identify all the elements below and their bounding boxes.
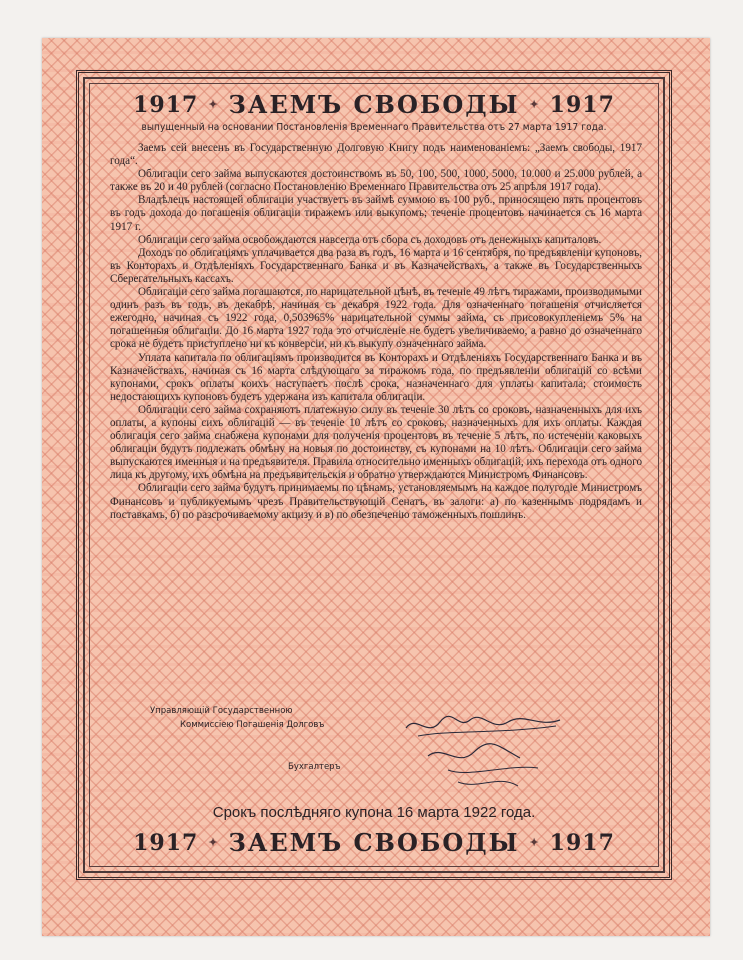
last-coupon-date: Срокъ послѣдняго купона 16 марта 1922 года. — [212, 804, 536, 821]
paragraph: Владѣлецъ настоящей облигаціи участвуетъ въ займѣ суммою въ 100 руб., приносящею пять процентовъ въ годъ дохода до погашенія облигаціи тиражемъ или выкупомъ; теченіе процентовъ начинается съ 16 марта 1917 г. — [110, 194, 642, 233]
paragraph: Облигаціи сего займа погашаются, по нарицательной цѣнѣ, въ теченіе 49 лѣтъ тиражами, производимыми одинъ разъ въ годъ, въ декабрѣ, начиная съ декабря 1922 года. Для означеннаго погашенія отчисляется ежегодно, начиная съ 1922 года, 0,503965% нарицательной суммы займа, съ присовокупленіемъ 5% на погашенныя облигаціи. До 16 марта 1927 года это отчисленіе не будетъ увеличиваемо, а равно до означеннаго срока не будетъ приступлено ни къ конверсіи, ни къ выкупу означеннаго займа. — [110, 286, 642, 351]
signatory-block — [150, 704, 400, 732]
paragraph: Заемъ сей внесенъ въ Государственную Долговую Книгу подъ наименованіемъ: „Заемъ свободы, 1917 года“. — [110, 142, 642, 168]
signatory-title-line1: Управляющій Государственною — [150, 706, 293, 716]
ornament-icon: ✦ — [529, 98, 540, 111]
paragraph: Доходъ по облигаціямъ уплачивается два раза въ годъ, 16 марта и 16 сентября, по предъявленіи купоновъ, въ Конторахъ и Отдѣленіяхъ Государственнаго Банка и въ Казначействахъ, а также въ Государственныхъ Сберегательныхъ кассахъ. — [110, 246, 642, 285]
top-title — [88, 90, 660, 119]
paragraph: Облигаціи сего займа выпускаются достоинствомъ въ 50, 100, 500, 1000, 5000, 10.000 и 25.000 рублей, а также въ 20 и 40 рублей (согласно Постановленію Временнаго Правительства отъ 25 апрѣля 1917 года). — [110, 168, 642, 194]
paragraph: Облигаціи сего займа будутъ принимаемы по цѣнамъ, установляемымъ на каждое полугодіе Министромъ Финансовъ и публикуемымъ чрезъ Правительствующій Сенатъ, въ залоги: а) по казеннымъ подрядамъ и поставкамъ, б) по разсрочиваемому акцизу и в) по обезпеченію таможенныхъ пошлинъ. — [110, 482, 642, 521]
title-year-left: 1917 — [133, 829, 199, 856]
ornament-icon: ✦ — [208, 98, 219, 111]
title-year-right: 1917 — [549, 91, 615, 118]
subtitle: выпущенный на основании Постановленія Временнаго Правительства отъ 27 марта 1917 года. — [141, 122, 607, 133]
title-year-right: 1917 — [549, 829, 615, 856]
ornament-icon: ✦ — [529, 836, 540, 849]
bond-terms — [110, 142, 642, 522]
handwritten-signature — [388, 708, 568, 798]
bookkeeper-label: Бухгалтеръ — [288, 762, 341, 772]
title-name: ЗАЕМЪ СВОБОДЫ — [228, 90, 520, 119]
paragraph: Облигаціи сего займа освобождаются навсегда отъ сбора съ доходовъ отъ денежныхъ капиталовъ. — [138, 233, 602, 246]
title-year-left: 1917 — [133, 91, 199, 118]
title-name: ЗАЕМЪ СВОБОДЫ — [228, 828, 520, 857]
paragraph: Уплата капитала по облигаціямъ производится въ Конторахъ и Отдѣленіяхъ Государственнаго Банка и въ Казначействахъ, начиная съ 16 марта слѣдующаго за тиражомъ года, по предъявленіи облигацій со всѣми купонами, срокъ оплаты коихъ наступаетъ послѣ срока, назначеннаго для уплаты капитала; стоимость недостающихъ купоновъ будетъ удержана изъ капитала облигаціи. — [110, 351, 642, 403]
paragraph: Облигаціи сего займа сохраняютъ платежную силу въ теченіе 30 лѣтъ со сроковъ, назначенныхъ для ихъ оплаты, а купоны сихъ облигацій — въ теченіе 10 лѣтъ со сроковъ, назначенныхъ для ихъ оплаты. Каждая облигація сего займа снабжена купонами для полученія процентовъ въ теченіе 5 лѣтъ, по истеченіи каковыхъ облигаціи будутъ подлежать обмѣну на новыя по достоинству, съ купонами на 10 лѣтъ. Облигаціи сего займа выпускаются именныя и на предъявителя. Правила относительно именныхъ облигацій, ихъ перехода отъ одного лица къ другому, ихъ обмѣна на предъявительскія и обратно утверждаются Министромъ Финансовъ. — [110, 403, 642, 482]
bottom-title — [88, 828, 660, 857]
signatory-title-line2: Коммиссіею Погашенія Долговъ — [180, 720, 325, 730]
bond-content — [88, 84, 660, 874]
ornament-icon: ✦ — [208, 836, 219, 849]
